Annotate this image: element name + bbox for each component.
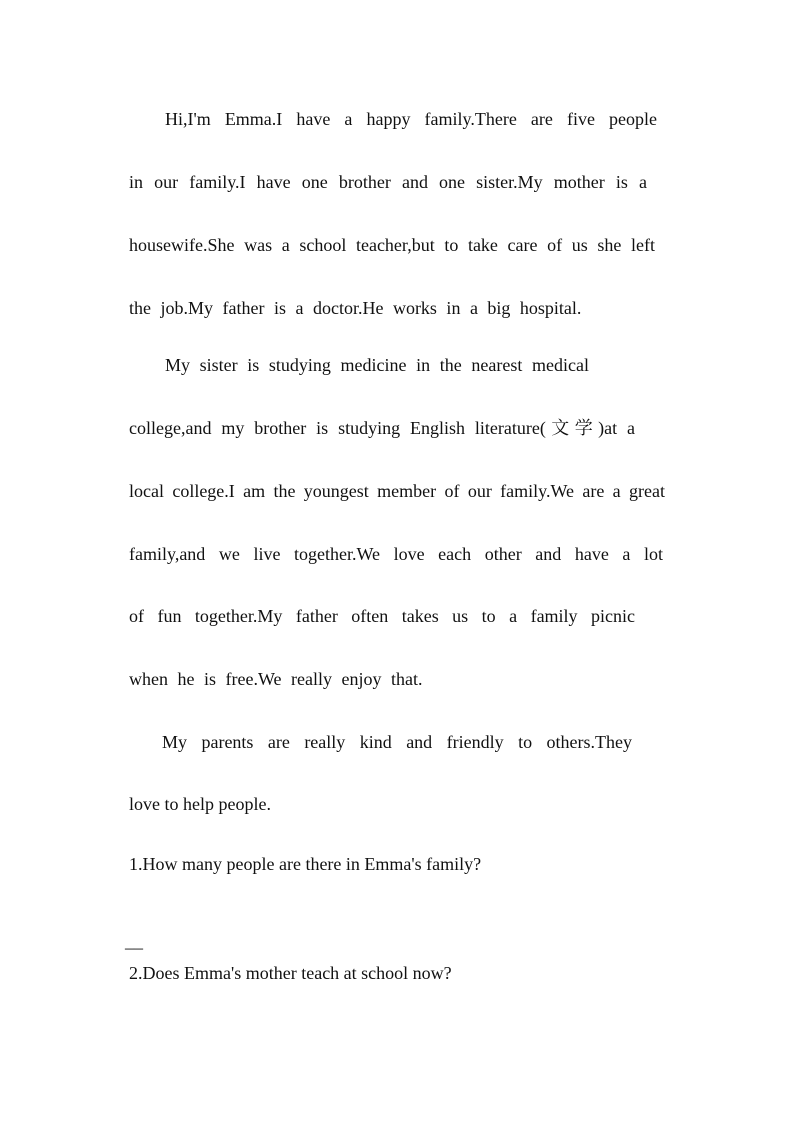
question-2: 2.Does Emma's mother teach at school now? <box>129 963 452 983</box>
passage-line-12: love to help people. <box>129 794 271 814</box>
passage-line-4: the job.My father is a doctor.He works in a big hospital. <box>129 298 582 318</box>
passage-line-8: family,and we live together.We love each other and have a lot <box>129 544 663 564</box>
passage-line-9: of fun together.My father often takes us to a family picnic <box>129 606 635 626</box>
passage-line-3: housewife.She was a school teacher,but to take care of us she left <box>129 235 655 255</box>
passage-line-6: college,and my brother is studying English literature(文学)at a <box>129 418 635 438</box>
passage-line-1: Hi,I'm Emma.I have a happy family.There are five people <box>165 109 657 129</box>
question-1: 1.How many people are there in Emma's family? <box>129 854 482 874</box>
answer-blank-1: __ <box>125 931 143 951</box>
passage-line-11: My parents are really kind and friendly to others.They <box>162 732 632 752</box>
passage-line-7: local college.I am the youngest member of our family.We are a great <box>129 481 665 501</box>
passage-line-10: when he is free.We really enjoy that. <box>129 669 423 689</box>
passage-line-5: My sister is studying medicine in the nearest medical <box>165 355 589 375</box>
passage-line-2: in our family.I have one brother and one sister.My mother is a <box>129 172 647 192</box>
